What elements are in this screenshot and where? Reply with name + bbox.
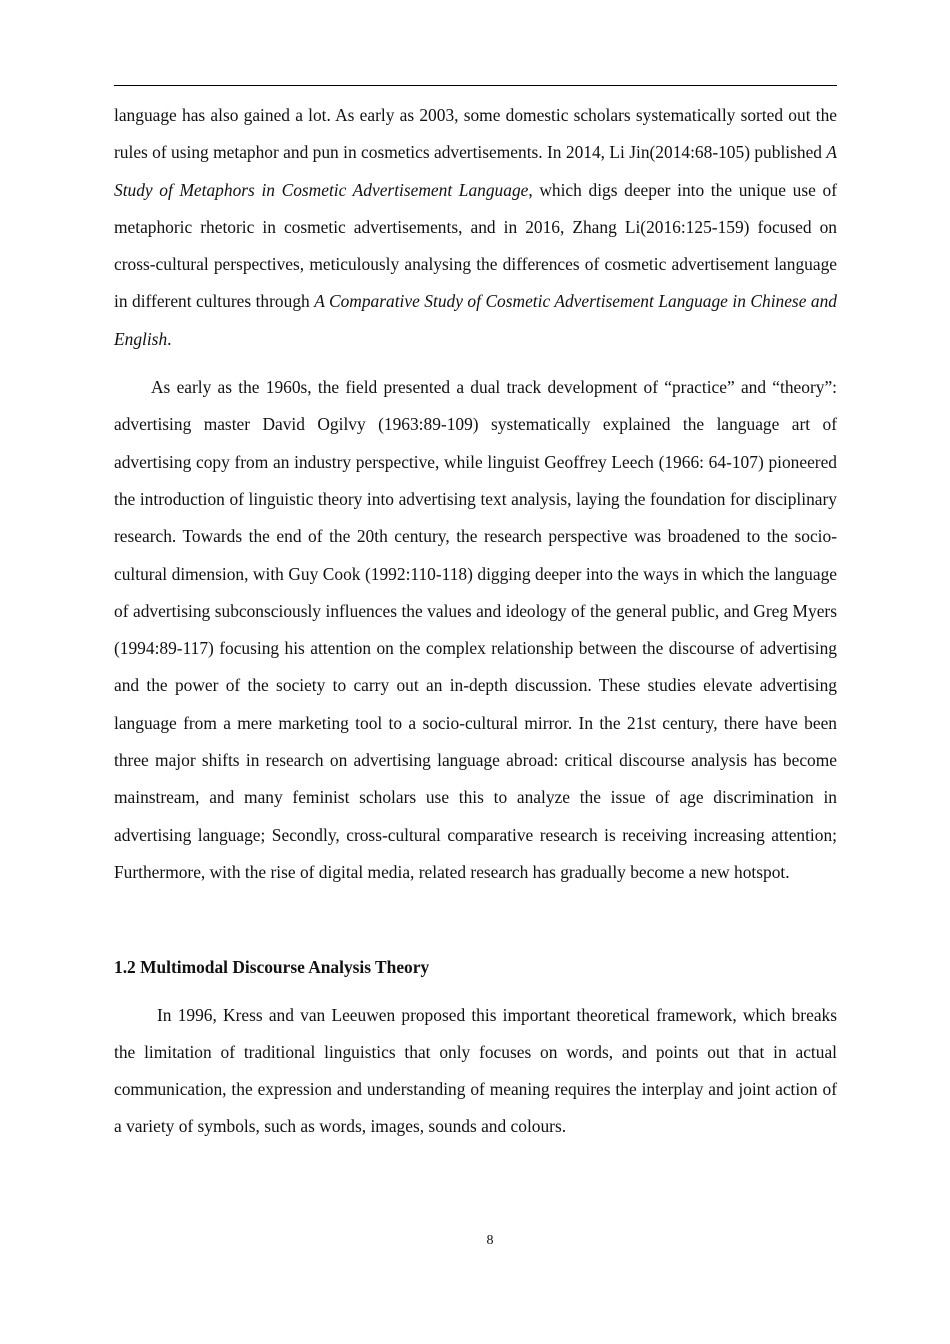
paragraph-2: As early as the 1960s, the field presented a dual track development of “practice” and “theory”: advertising master David Ogilvy (1963:89-109) systematically explained the language art of advertising copy from an industry perspective, while linguist Geoffrey Leech (1966: 64-107) pioneered the introduction of linguistic theory into advertising text analysis, laying the foundation for disciplinary research. Towards the end of the 20th century, the research perspective was broadened to the socio-cultural dimension, with Guy Cook (1992:110-118) digging deeper into the ways in which the language of advertising subconsciously influences the values and ideology of the general public, and Greg Myers (1994:89-117) focusing his attention on the complex relationship between the discourse of advertising and the power of the society to carry out an in-depth discussion. These studies elevate advertising language from a mere marketing tool to a socio-cultural mirror. In the 21st century, there have been three major shifts in research on advertising language abroad: critical discourse analysis has become mainstream, and many feminist scholars use this to analyze the issue of age discrimination in advertising language; Secondly, cross-cultural comparative research is receiving increasing attention; Furthermore, with the rise of digital media, related research has gradually become a new hotspot.: [114, 377, 837, 882]
p1-title-italic-1: A Study of Metaphors in Cosmetic Advertisement Language: [114, 142, 837, 200]
paragraph-gap: [114, 358, 837, 369]
p1-title-italic-2: A Comparative Study of Cosmetic Advertisement Language in Chinese and English: [114, 291, 837, 349]
section-heading: 1.2 Multimodal Discourse Analysis Theory: [114, 957, 430, 978]
paragraph-3: In 1996, Kress and van Leeuwen proposed this important theoretical framework, which breaks the limitation of traditional linguistics that only focuses on words, and points out that in actual communication, the expression and understanding of meaning requires the interplay and joint action of a variety of symbols, such as words, images, sounds and colours.: [114, 1004, 837, 1137]
heading-gap: [114, 987, 837, 997]
p1-text-c: , which digs deeper into the unique use of metaphoric rhetoric in cosmetic advertisements, and in 2016, Zhang Li(2016:125-159) focused on cross-cultural perspectives, meticulously analysing the differences of cosmetic advertisement language in different cultures through: [114, 179, 837, 312]
paragraph-1: [114, 97, 837, 358]
p1-text-a: language has also gained a lot. As early as 2003, some domestic scholars systematically sorted out the rules of using metaphor and pun in cosmetics advertisements. In 2014, Li Jin(2014:68-105) published: [114, 105, 837, 163]
page-number: 8: [486, 1233, 494, 1248]
header-rule: [114, 85, 837, 86]
section-gap: [114, 891, 837, 949]
p1-text-e: .: [167, 328, 172, 349]
page-body: [114, 97, 837, 1146]
